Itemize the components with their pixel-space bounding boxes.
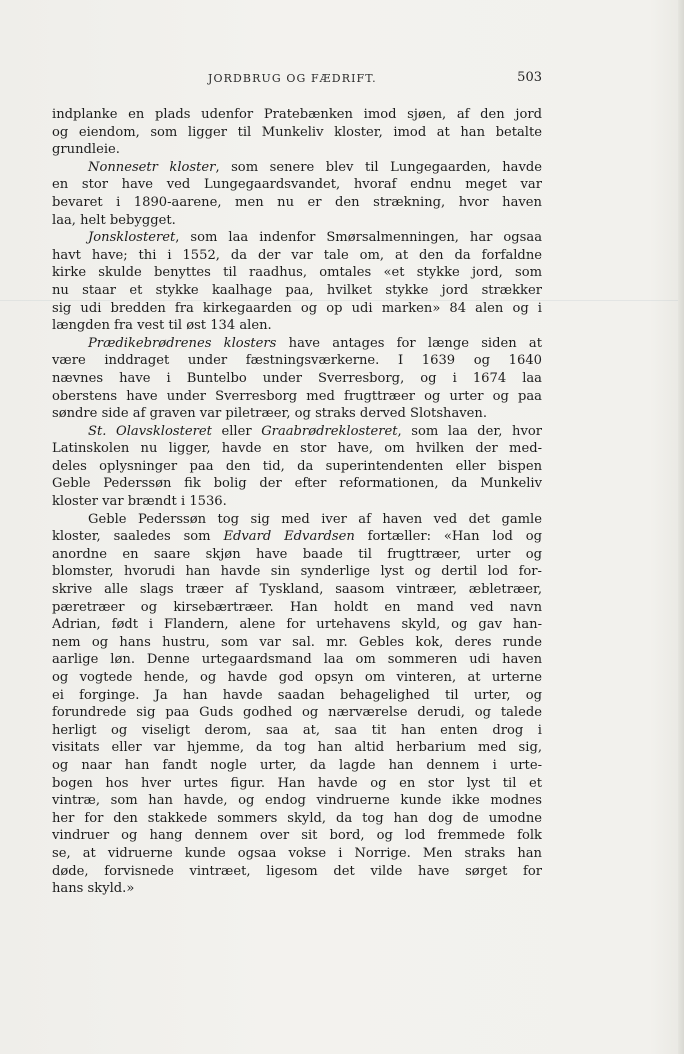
text-segment: , som laa der, hvor <box>397 423 542 439</box>
text-line <box>52 511 542 529</box>
text-line <box>52 317 542 335</box>
text-line <box>52 458 542 476</box>
text-segment: og naar han fandt nogle urter, da lagde han dennem i urte- <box>52 757 542 773</box>
text-line <box>52 528 542 546</box>
text-line <box>52 352 542 370</box>
text-line <box>52 106 542 124</box>
text-line <box>52 335 542 353</box>
text-segment: skrive alle slags træer af Tyskland, saasom vintræer, æbletræer, <box>52 582 542 598</box>
text-segment: herligt og viseligt derom, saa at, saa tit han enten drog i <box>52 722 542 738</box>
text-line <box>52 493 542 511</box>
italic-text: Edvard Edvardsen <box>223 529 355 545</box>
text-line <box>52 739 542 757</box>
text-line <box>52 827 542 845</box>
text-line <box>52 687 542 705</box>
text-line <box>52 212 542 230</box>
text-line <box>52 300 542 318</box>
text-segment: eller <box>211 423 262 439</box>
italic-text: St. Olavsklosteret <box>88 423 212 439</box>
italic-text: Jonsklosteret <box>88 230 176 246</box>
italic-text: Graabrødreklosteret <box>261 423 398 439</box>
text-segment: anordne en saare skjøn have baade til frugttræer, urter og <box>52 546 542 562</box>
text-segment: grundleie. <box>52 142 120 158</box>
text-segment: vintræ, som han havde, og endog vindruerne kunde ikke modnes <box>52 793 542 809</box>
text-segment: her for den stakkede sommers skyld, da tog han dog de umodne <box>52 810 542 826</box>
page-edge-shadow <box>678 0 684 1054</box>
text-segment: Geble Pederssøn tog sig med iver af haven ved det gamle <box>88 511 542 527</box>
text-segment: hans skyld.» <box>52 881 135 897</box>
text-segment: pæretræer og kirsebærtræer. Han holdt en mand ved navn <box>52 599 542 615</box>
page-header <box>52 72 542 90</box>
text-line <box>52 704 542 722</box>
text-line <box>52 880 542 898</box>
text-segment: en stor have ved Lungegaardsvandet, hvoraf endnu meget var <box>52 177 542 193</box>
text-segment: oberstens have under Sverresborg med frugttræer og urter og paa <box>52 388 542 404</box>
running-head: JORDBRUG OG FÆDRIFT. <box>208 72 377 85</box>
text-segment: , som laa indenfor Smørsalmenningen, har ogsaa <box>175 230 542 246</box>
text-segment: ei forginge. Ja han havde saadan behagelighed til urter, og <box>52 687 542 703</box>
text-line <box>52 845 542 863</box>
text-line <box>52 792 542 810</box>
text-segment: fortæller: «Han lod og <box>354 529 542 545</box>
text-line <box>52 634 542 652</box>
text-line <box>52 194 542 212</box>
text-line <box>52 475 542 493</box>
text-segment: længden fra vest til øst 134 alen. <box>52 318 272 334</box>
text-segment: Geble Pederssøn fik bolig der efter reformationen, da Munkeliv <box>52 476 542 492</box>
text-line <box>52 247 542 265</box>
text-segment: nu staar et stykke kaalhage paa, hvilket stykke jord strækker <box>52 282 542 298</box>
text-segment: , som senere blev til Lungegaarden, havde <box>215 159 542 175</box>
text-line <box>52 810 542 828</box>
text-line <box>52 863 542 881</box>
text-line <box>52 124 542 142</box>
text-segment: forundrede sig paa Guds godhed og nærværelse derudi, og talede <box>52 705 542 721</box>
text-line <box>52 405 542 423</box>
text-segment: nævnes have i Buntelbo under Sverresborg, og i 1674 laa <box>52 370 542 386</box>
text-segment: have antages for længe siden at <box>276 335 542 351</box>
text-line <box>52 757 542 775</box>
text-line <box>52 159 542 177</box>
italic-text: Nonnesetr kloster <box>88 159 216 175</box>
text-segment: kloster var brændt i 1536. <box>52 494 227 510</box>
text-line <box>52 722 542 740</box>
text-segment: bogen hos hver urtes figur. Han havde og en stor lyst til et <box>52 775 542 791</box>
page-number: 503 <box>517 70 542 85</box>
text-line <box>52 229 542 247</box>
text-segment: indplanke en plads udenfor Pratebænken imod sjøen, af den jord <box>52 107 542 122</box>
body-text <box>52 106 542 898</box>
text-line <box>52 388 542 406</box>
text-line <box>52 370 542 388</box>
text-segment: døde, forvisnede vintræet, ligesom det vilde have sørget for <box>52 863 542 879</box>
text-segment: sig udi bredden fra kirkegaarden og op udi marken» 84 alen og i <box>52 300 542 316</box>
text-line <box>52 423 542 441</box>
text-segment: søndre side af graven var piletræer, og straks derved Slotshaven. <box>52 406 488 422</box>
text-line <box>52 264 542 282</box>
text-line <box>52 141 542 159</box>
text-segment: Adrian, født i Flandern, alene for urtehavens skyld, og gav han- <box>52 617 542 633</box>
text-segment: Latinskolen nu ligger, havde en stor have, om hvilken der med- <box>52 441 542 457</box>
italic-text: Prædikebrødrenes klosters <box>88 335 277 351</box>
text-segment: deles oplysninger paa den tid, da superintendenten eller bispen <box>52 458 542 474</box>
text-segment: se, at vidruerne kunde ogsaa vokse i Norrige. Men straks han <box>52 845 542 861</box>
text-segment: være inddraget under fæstningsværkerne. I 1639 og 1640 <box>52 353 542 369</box>
text-segment: aarlige løn. Denne urtegaardsmand laa om sommeren udi haven <box>52 652 542 668</box>
text-segment: og vogtede hende, og havde god opsyn om vinteren, at urterne <box>52 670 542 685</box>
text-line <box>52 563 542 581</box>
text-segment: kloster, saaledes som <box>52 529 224 545</box>
text-line <box>52 616 542 634</box>
text-segment: nem og hans hustru, som var sal. mr. Gebles kok, deres runde <box>52 634 542 650</box>
text-line <box>52 546 542 564</box>
text-segment: havt have; thi i 1552, da der var tale om, at den da forfaldne <box>52 247 542 263</box>
text-line <box>52 581 542 599</box>
text-line <box>52 440 542 458</box>
text-line <box>52 669 542 687</box>
text-segment: og eiendom, som ligger til Munkeliv kloster, imod at han betalte <box>52 124 542 140</box>
text-segment: vindruer og hang dennem over sit bord, og lod fremmede folk <box>52 828 542 844</box>
text-line <box>52 599 542 617</box>
text-line <box>52 282 542 300</box>
text-line <box>52 176 542 194</box>
text-line <box>52 651 542 669</box>
text-segment: kirke skulde benyttes til raadhus, omtales «et stykke jord, som <box>52 265 542 281</box>
text-segment: visitats eller var hjemme, da tog han altid herbarium med sig, <box>52 740 542 756</box>
text-segment: laa, helt bebygget. <box>52 212 176 228</box>
text-segment: bevaret i 1890-aarene, men nu er den strækning, hvor haven <box>52 194 542 210</box>
text-segment: blomster, hvorudi han havde sin synderlige lyst og dertil lod for- <box>52 564 542 580</box>
text-line <box>52 775 542 793</box>
